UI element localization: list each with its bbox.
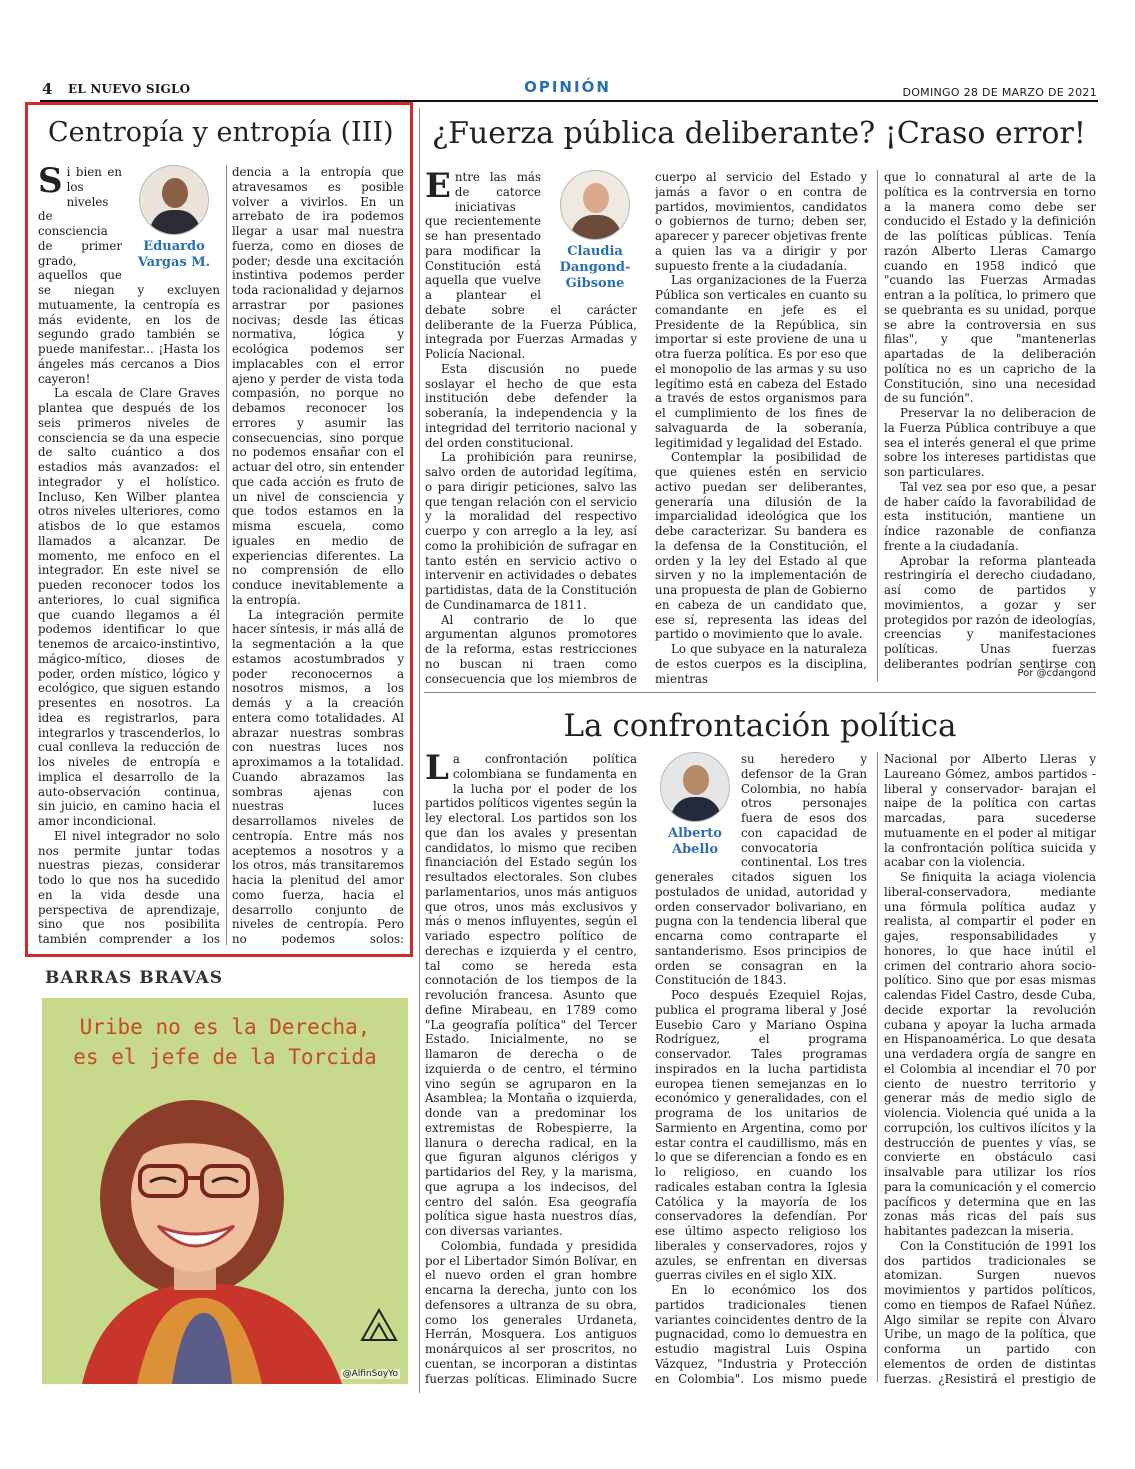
- page-divider: [419, 108, 420, 1393]
- article2-col2: [655, 170, 867, 688]
- paragraph: Nacional por Alberto Lleras y Laureano Gómez, ambos partidos -liberal y conservador- barajan el naipe de la política con cartas marcadas, para sucederse mutuamente en el poder al mitigar la confrontación política suicida y acabar con la violencia.: [884, 752, 1096, 870]
- page-number: 4: [42, 80, 53, 98]
- article2-col1: [425, 170, 637, 688]
- cartoon: [42, 998, 408, 1384]
- paragraph: Poco después Ezequiel Rojas, publica el programa liberal y José Eusebio Caro y Mariano Ospina Rodríguez, el programa conservador. Tales programas inspirados en la lucha partidista europea tienen semejanzas en lo económico y generalidades, con el programa de los unitarios de Sarmiento en Argentina, como por estar contra el caudillismo, más en lo que se diferencian a fondo es en lo religioso, en cuando los radicales estaban contra la Iglesia Católica y la mayoría de los conservadores la defendían. Por ese último aspecto religioso los liberales y conservadores, rojos y azules, se enfrentan en diversas guerras civiles en el siglo XIX.: [655, 988, 867, 1283]
- paragraph: a confrontación política colombiana se fundamenta en la lucha por el poder de los partidos políticos vigentes según la ley electoral. Los partidos son los que dan los avales y presentan candidatos, lo mismo que reciben financiación del Estado según los resultados electorales. Son clubes parlamentarios, unos más antiguos que otros, unos más exclusivos y más o menos influyentes, según el variado espectro político de derechas e izquierda y el centro, tal como se hereda esta connotación de los tiempos de la revolución francesa. Asunto que define Mirabeau, en 1789 como "La geografía política" del Tercer Estado. Inicialmente, no se llamaron de derecha o de izquierda o de centro, el término vino según se agruparon en la Asamblea; la Montaña o izquierda, donde van a predominar los extremistas de Robespierre, la llanura o derecha radical, en la que figuran algunos clérigos y partidarios del Rey, y la marisma, que agrupa a los indecisos, del centro del salón. Esa geografía política sigue hasta nuestros días, con diversas variantes.: [425, 752, 637, 1238]
- column-divider: [877, 752, 878, 1382]
- cartoon-caption-line: Uribe no es la Derecha,: [79, 1015, 371, 1039]
- paragraph: Lo que subyace en la naturaleza de estos cuerpos es la disciplina, mientras: [655, 642, 867, 686]
- paragraph: Tal vez sea por eso que, a pesar de haber caído la favorabilidad de esta institución, mantiene un índice razonable de confianza frente a la ciudadanía.: [884, 479, 1096, 553]
- article3-col2: [655, 752, 867, 1387]
- section-title: OPINIÓN: [524, 78, 611, 96]
- paragraph: Se finiquita la aciaga violencia liberal-conservadora, mediante una fórmula política audaz y realista, al compartir el poder en gajes, responsabilidades y honores, lo que hace inútil el crimen del contrario ahora socio-político. Sino que por esas mismas calendas Fidel Castro, desde Cuba, decide exportar la revolución cubana y apoyar la lucha armada en Hispanoamérica. Lo que desata una verdadera orgía de sangre en el Colombia al incendiar el 70 por ciento de nuestro territorio y generar más de medio siglo de violencia. Violencia qué unida a la corrupción, los cultivos ilícitos y la destrucción de puentes y vías, se convierte en obstáculo casi insalvable para utilizar los ríos para la comunicación y el comercio pacíficos y determina que en las zonas más ricas del país sus habitantes padezcan la miseria.: [884, 870, 1096, 1238]
- cartoonist-signature: @AlfinSoyYo: [342, 1369, 398, 1379]
- paragraph: La integración permite hacer síntesis, ir más allá de la segmentación a la que estamos acostumbrados y poder reconocernos a nosotros mismos, a los demás y a la creación entera como totalidades. Al abrazar nuestras sombras con nuestras luces nos aproximamos a la totalidad. Cuando abrazamos las sombras ajenas con nuestras luces desarrollamos niveles de centropía. Entre más nos aceptemos a nosotros y a los otros, más transitaremos hacia la plenitud del amor como fuerza, hacia el desarrollo conjunto de niveles de centropía. Pero no podemos solos:: [232, 607, 404, 945]
- cartoon-illustration: [42, 998, 408, 1384]
- article3-col1: [425, 752, 637, 1387]
- drop-cap: L: [425, 752, 449, 788]
- paragraph: Al contrario de lo que argumentan algunos promotores de la reforma, estas restricciones no buscan ni traen como consecuencia que los miembros de: [425, 612, 637, 686]
- drop-cap: E: [425, 170, 451, 206]
- newspaper-name: EL NUEVO SIGLO: [68, 82, 191, 96]
- paragraph: Preservar la no deliberacion de la Fuerza Pública contribuye a que sea el interés general el que prime sobre los intereses partidistas que son particulares.: [884, 406, 1096, 479]
- cartoonist-logo: [362, 1310, 396, 1340]
- drop-cap: S: [38, 165, 63, 201]
- author-name: Alberto Abello: [668, 826, 722, 857]
- cartoon-section-title: BARRAS BRAVAS: [45, 968, 223, 988]
- column-divider: [226, 165, 227, 945]
- author-handle: Por @cdangond: [1017, 668, 1096, 679]
- cartoon-caption-line: es el jefe de la Torcida: [73, 1045, 377, 1069]
- paragraph: En lo económico los dos partidos tradicionales tienen variantes coincidentes dentro de la pugnacidad, como lo demuestra en estudio magistral Luis Ospina Vázquez, "Industria y Protección en Colombia". Los mismo puede: [655, 1283, 867, 1386]
- paragraph: El nivel integrador no solo nos permite juntar todas nuestras piezas, considerar todo lo que nos ha sucedido en la vida desde una perspectiva de aprendizaje, sino que nos posibilita también comprender a los: [38, 828, 220, 945]
- column-divider: [877, 170, 878, 682]
- article3-col3: [884, 752, 1096, 1387]
- paragraph: que lo connatural al arte de la política es la contrversia en torno a la manera como debe ser conducido el Estado y la definición de las políticas públicas. Tenía razón Alberto Lleras Camargo cuando en 1958 indicó que "cuando las Fuerzas Armadas entran a la política, lo primero que se quebranta es su unidad, porque se abre la controversia en sus filas", y que "mantenerlas apartadas de la deliberación política no es un capricho de la Constitución, sino una necesidad de su función".: [884, 170, 1096, 406]
- paragraph: Contemplar la posibilidad de que quienes estén en servicio activo puedan ser deliberantes, generaría una dilusión de la imparcialidad ideológica que los debe caracterizar. Su bandera es la defensa de la Constitución, el orden y la ley del Estado al que sirven y no la implementación de una propuesta de plan de Gobierno en cabeza de un candidato que, ese sí, representa las ideas del partido o movimiento que lo avale.: [655, 450, 867, 642]
- paragraph: La prohibición para reunirse, salvo orden de autoridad legítima, o para dirigir peticiones, salvo las que tengan relación con el servicio y la moralidad del respectivo cuerpo y con arreglo a la ley, así como la prohibición de sufragar en tanto estén en servicio activo o intervenir en actividades o debates partidistas, data de la Constitución de Cundinamarca de 1811.: [425, 450, 637, 612]
- article1-col2: [232, 165, 404, 945]
- paragraph: La escala de Clare Graves plantea que después de los seis primeros niveles de consciencia se da una especie de salto cuántico a dos estadios más avanzados: el integrador y el holístico. Incluso, Ken Wilber plantea otros niveles ulteriores, como atisbos de lo que estamos llamados a alcanzar. De momento, me enfoco en el integrador. En este nivel se pueden reconocer todos los anteriores, lo cual significa que cuando llegamos a él podemos identificar lo que tenemos de arcaico-instintivo, mágico-mítico, dioses de poder, orden místico, lógico y ecológico, que siguen estando presentes en nosotros. La idea es registrarlos, para integrarlos y trascenderlos, lo cual conlleva la reducción de los niveles de entropía e implica el desarrollo de la auto-observación continua, sin juicio, en camino hacia el amor incondicional.: [38, 386, 220, 828]
- paragraph: Aprobar la reforma planteada restringiría el derecho ciudadano, así como de partidos y movimientos, a gozar y ser protegidos por razón de ideologías, creencias y manifestaciones políticas. Unas fuerzas deliberantes podrían sentirse con: [884, 553, 1096, 670]
- author-block: [655, 752, 735, 858]
- author-block: [547, 170, 637, 292]
- issue-date: DOMINGO 28 DE MARZO DE 2021: [902, 86, 1097, 99]
- paragraph: dencia a la entropía que atravesamos es posible volver a vivirlos. En un arrebato de ira podemos llegar a usar mal nuestra fuerza, como en dioses de poder; desde una excitación instintiva podemos perder toda racionalidad y dejarnos arrastrar por pasiones nocivas; desde las éticas normativa, lógica y ecológica podemos ser implacables con el error ajeno y perder de vista toda compasión, no porque no debamos reconocer los errores y asumir las consecuencias, sino porque no podemos ensañar con el actuar del otro, sin entender que cada acción es fruto de un nivel de consciencia y que todos estamos en la misma escuela, como iguales en medio de experiencias diferentes. La no comprensión de ello conduce inevitablemente a la entropía.: [232, 165, 404, 607]
- paragraph: i bien en los niveles de consciencia de primer grado, aquellos que se niegan y excluyen mutuamente, la centropía es más evidente, en los de segundo grado también se puede manifestar... ¡Hasta los ángeles más cercanos a Dios cayeron!: [38, 165, 220, 386]
- article-separator: [424, 692, 1096, 693]
- author-photo: [560, 170, 630, 240]
- author-name: Claudia Dangond-Gibsone: [559, 244, 631, 291]
- author-block: [128, 165, 220, 271]
- paragraph: Las organizaciones de la Fuerza Pública son verticales en cuanto su comandante en jefe es el Presidente de la República, sin importar si este proviene de una u otra fuerza política. Es por eso que el monopolio de las armas y su uso legítimo está en cabeza del Estado a través de estos organismos para el cumplimiento de los fines de salvaguarda de la soberanía, legitimidad y legalidad del Estado.: [655, 273, 867, 450]
- paragraph: cuerpo al servicio del Estado y jamás a favor o en contra de partidos, movimientos, candidatos o gobiernos de turno; deben ser, aparecer y parecer objetivas frente a quien las va a dirigir y por supuesto frente a la ciudadanía.: [655, 170, 867, 273]
- author-name: Eduardo Vargas M.: [137, 239, 211, 270]
- article1-col1: [38, 165, 220, 945]
- paragraph: su heredero y defensor de la Gran Colombia, no había otros personajes fuera de esos dos con capacidad de convocatoria continental. Los tres generales citados siguen los postulados de unidad, autoridad y orden conservador bolivariano, en pugna con la tendencia liberal que encarna como contraparte el santanderismo. Esos principios de orden se consagran en la Constitución de 1843.: [655, 752, 867, 988]
- article2-col3: [884, 170, 1096, 670]
- paragraph: ntre las más de catorce iniciativas que recientemente se han presentado para modificar la Constitución está aquella que vuelve a plantear el debate sobre el carácter deliberante de la Fuerza Pública, integrada por Fuerzas Armadas y Policía Nacional.: [425, 170, 637, 361]
- paragraph: Esta discusión no puede soslayar el hecho de que esta institución debe defender la soberanía, la independencia y la integridad del territorio nacional y del orden constitucional.: [425, 361, 637, 450]
- author-photo: [139, 165, 209, 235]
- article1-title: Centropía y entropía (III): [48, 117, 394, 148]
- paragraph: Con la Constitución de 1991 los dos partidos tradicionales se atomizan. Surgen nuevos movimientos y partidos políticos, como en tiempos de Rafael Núñez. Algo similar se repite con Álvaro Uribe, un mago de la política, que conforma un partido con elementos de orden de distintas fuerzas. ¿Resistirá el prestigio de: [884, 1238, 1096, 1386]
- paragraph: Colombia, fundada y presidida por el Libertador Simón Bolívar, en el nuevo orden el gran hombre encarna la derecha, junto con los defensores a ultranza de su obra, como los generales Urdaneta, Herrán, Mosquera. Los antiguos monárquicos al ser proscritos, no cuentan, se incorporan a distintas fuerzas políticas. Eliminado Sucre: [425, 1238, 637, 1386]
- article3-title: La confrontación política: [563, 708, 957, 744]
- article2-title: ¿Fuerza pública deliberante? ¡Craso error!: [432, 116, 1086, 151]
- author-photo: [660, 752, 730, 822]
